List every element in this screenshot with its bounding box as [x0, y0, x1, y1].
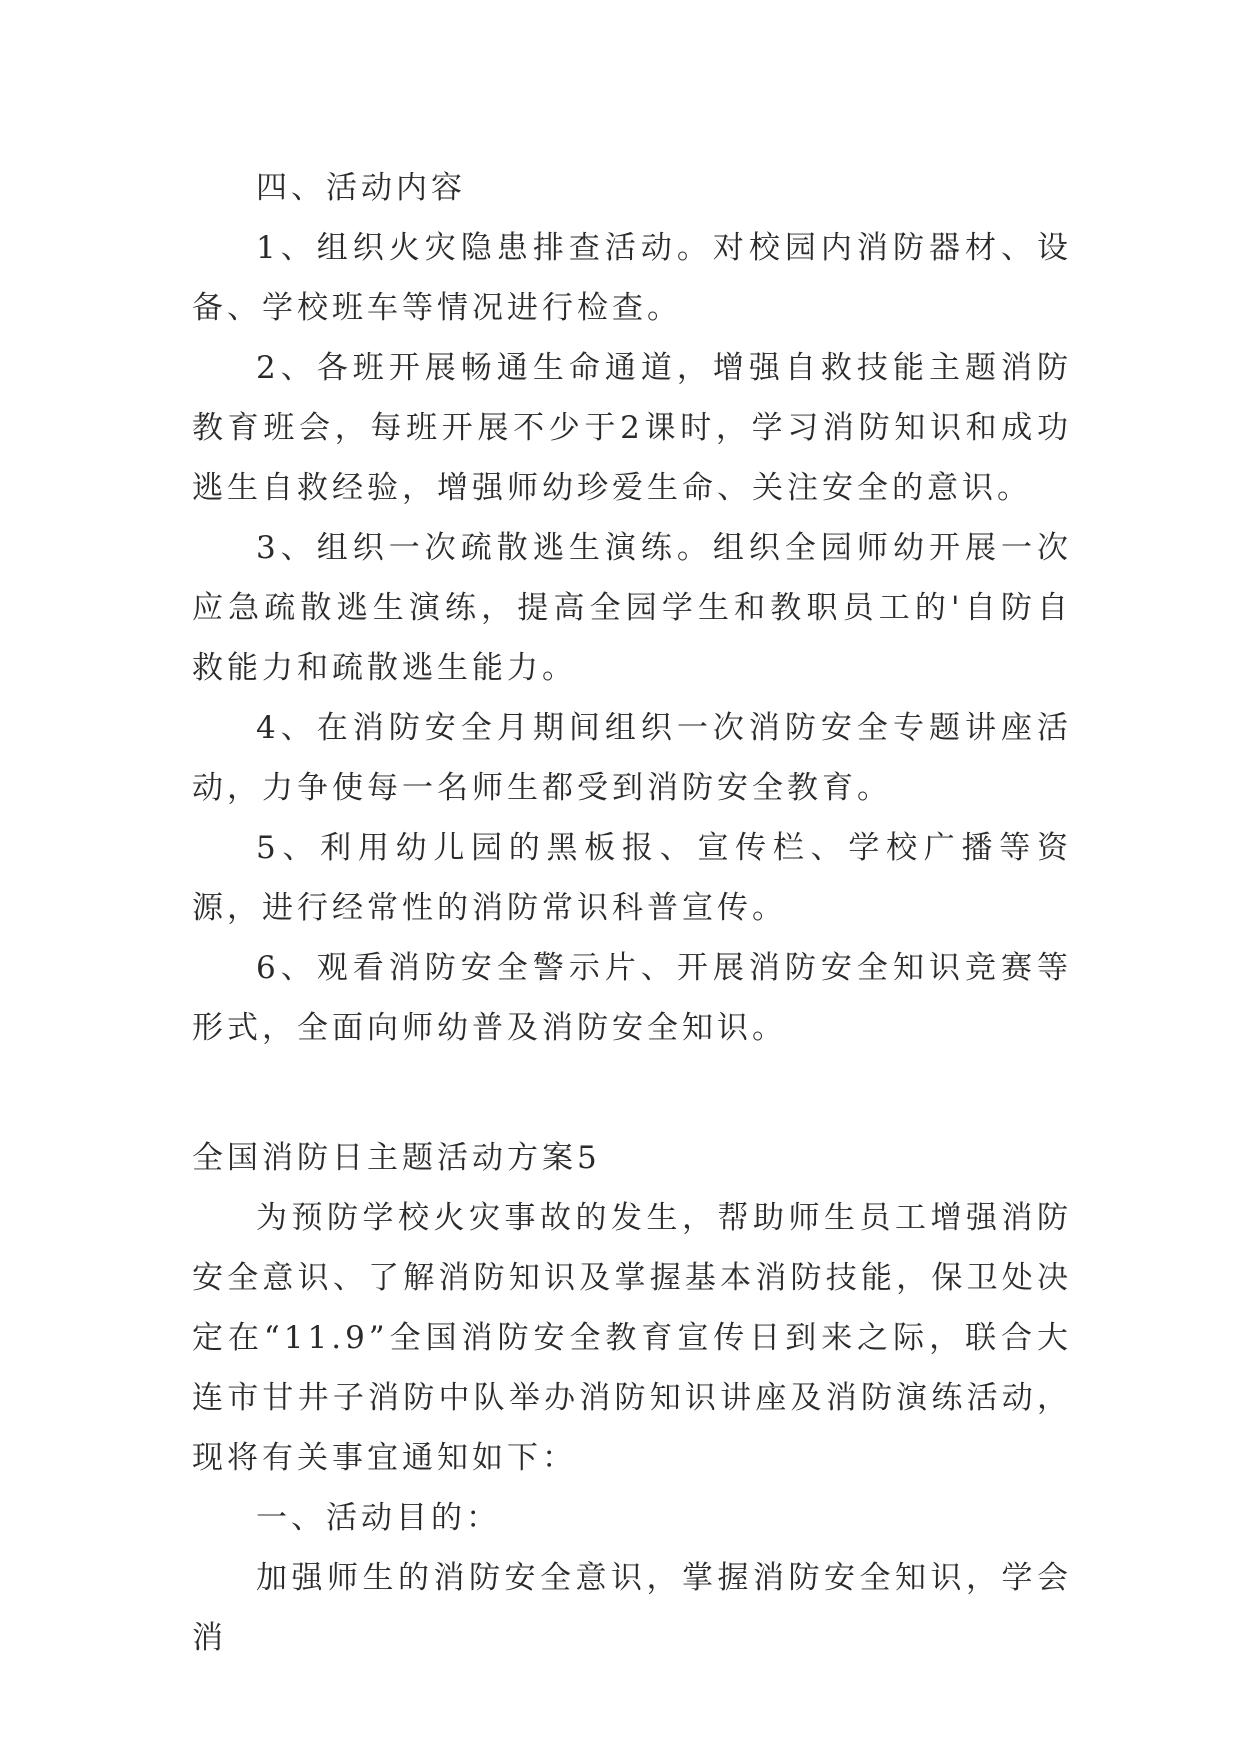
list-item: 6、观看消防安全警示片、开展消防安全知识竞赛等形式，全面向师幼普及消防安全知识。 — [192, 950, 1072, 1046]
list-item: 1、组织火灾隐患排查活动。对校园内消防器材、设备、学校班车等情况进行检查。 — [192, 230, 1072, 326]
list-item: 4、在消防安全月期间组织一次消防安全专题讲座活动，力争使每一名师生都受到消防安全教育。 — [192, 710, 1072, 806]
intro-paragraph: 为预防学校火灾事故的发生，帮助师生员工增强消防安全意识、了解消防知识及掌握基本消防技能，保卫处决定在“11.9”全国消防安全教育宣传日到来之际，联合大连市甘井子消防中队举办消防知识讲座及消防演练活动，现将有关事宜通知如下： — [192, 1200, 1072, 1476]
section-spacer — [192, 1058, 1072, 1128]
section-heading: 四、活动内容 — [256, 170, 466, 206]
section-title: 全国消防日主题活动方案5 — [192, 1140, 601, 1176]
list-item: 5、利用幼儿园的黑板报、宣传栏、学校广播等资源，进行经常性的消防常识科普宣传。 — [192, 830, 1072, 926]
list-item: 2、各班开展畅通生命通道，增强自救技能主题消防教育班会，每班开展不少于2课时，学习消防知识和成功逃生自救经验，增强师幼珍爱生命、关注安全的意识。 — [192, 350, 1072, 506]
list-item: 3、组织一次疏散逃生演练。组织全园师幼开展一次应急疏散逃生演练，提高全园学生和教职员工的'自防自救能力和疏散逃生能力。 — [192, 530, 1072, 686]
body-paragraph: 加强师生的消防安全意识，掌握消防安全知识，学会消 — [192, 1560, 1072, 1656]
section-heading: 一、活动目的： — [256, 1500, 501, 1536]
document-body — [192, 158, 1072, 1668]
